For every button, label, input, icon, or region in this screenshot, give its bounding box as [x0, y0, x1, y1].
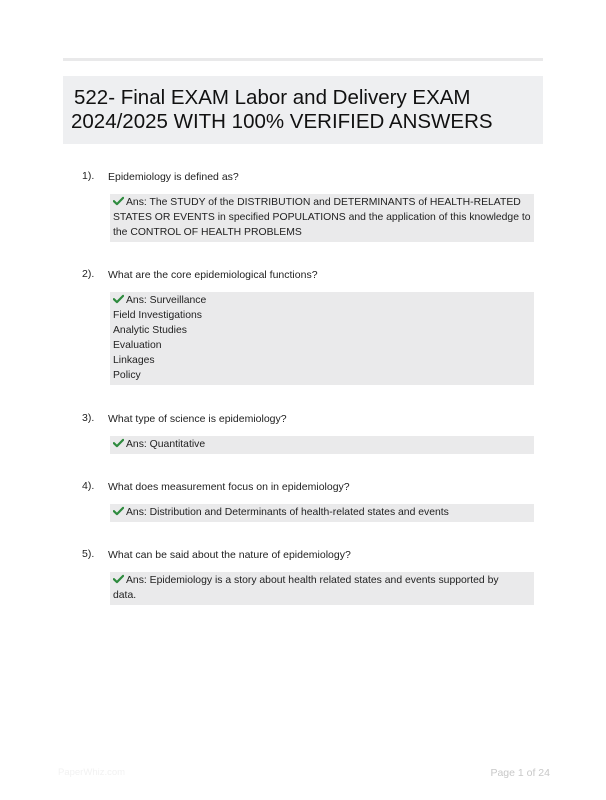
- answer-text: Evaluation: [113, 340, 162, 351]
- answer-box: [110, 194, 534, 242]
- answer-line: [113, 588, 530, 603]
- answer-line: [113, 293, 530, 308]
- answer-box: [110, 436, 534, 454]
- question-text: What does measurement focus on in epidemiology?: [108, 481, 350, 493]
- footer-watermark: PaperWhiz.com: [58, 767, 126, 778]
- checkmark-icon: [113, 574, 124, 584]
- answer-text: Analytic Studies: [113, 325, 187, 336]
- checkmark-icon: [113, 438, 124, 448]
- question-text: What can be said about the nature of epidemiology?: [108, 549, 351, 561]
- answer-line: [113, 308, 530, 323]
- answer-box: [110, 504, 534, 522]
- question-number: 5).: [82, 548, 95, 560]
- answer-text: Ans: The STUDY of the DISTRIBUTION and DETERMINANTS of HEALTH-RELATED: [126, 197, 521, 208]
- answer-text: STATES OR EVENTS in specified POPULATIONS and the application of this knowledge to: [113, 212, 531, 223]
- answer-line: [113, 437, 530, 452]
- checkmark-icon: [113, 196, 124, 206]
- page-number: Page 1 of 24: [490, 767, 550, 779]
- question-number: 1).: [82, 170, 95, 182]
- document-title-box: [63, 76, 543, 144]
- question-text: What are the core epidemiological functions?: [108, 269, 318, 281]
- checkmark-icon: [113, 294, 124, 304]
- answer-line: [113, 505, 530, 520]
- top-divider: [63, 58, 543, 61]
- answer-line: [113, 210, 530, 225]
- question-number: 3).: [82, 412, 95, 424]
- answer-box: [110, 572, 534, 605]
- answer-line: [113, 338, 530, 353]
- answer-line: [113, 573, 530, 588]
- answer-text: the CONTROL OF HEALTH PROBLEMS: [113, 227, 302, 238]
- answer-text: Field Investigations: [113, 310, 202, 321]
- question-text: Epidemiology is defined as?: [108, 171, 239, 183]
- answer-line: [113, 323, 530, 338]
- answer-text: data.: [113, 590, 137, 601]
- answer-text: Ans: Distribution and Determinants of health-related states and events: [126, 507, 449, 518]
- question-number: 2).: [82, 268, 95, 280]
- document-title-line-1: 522- Final EXAM Labor and Delivery EXAM: [74, 86, 471, 109]
- answer-text: Policy: [113, 370, 141, 381]
- answer-line: [113, 195, 530, 210]
- answer-text: Ans: Surveillance: [126, 295, 207, 306]
- answer-line: [113, 368, 530, 383]
- answer-text: Ans: Epidemiology is a story about health related states and events supported by: [126, 575, 499, 586]
- answer-box: [110, 292, 534, 385]
- answer-line: [113, 225, 530, 240]
- question-number: 4).: [82, 480, 95, 492]
- answer-text: Ans: Quantitative: [126, 439, 206, 450]
- answer-line: [113, 353, 530, 368]
- checkmark-icon: [113, 506, 124, 516]
- document-title-line-2: 2024/2025 WITH 100% VERIFIED ANSWERS: [71, 110, 493, 133]
- question-text: What type of science is epidemiology?: [108, 413, 287, 425]
- answer-text: Linkages: [113, 355, 155, 366]
